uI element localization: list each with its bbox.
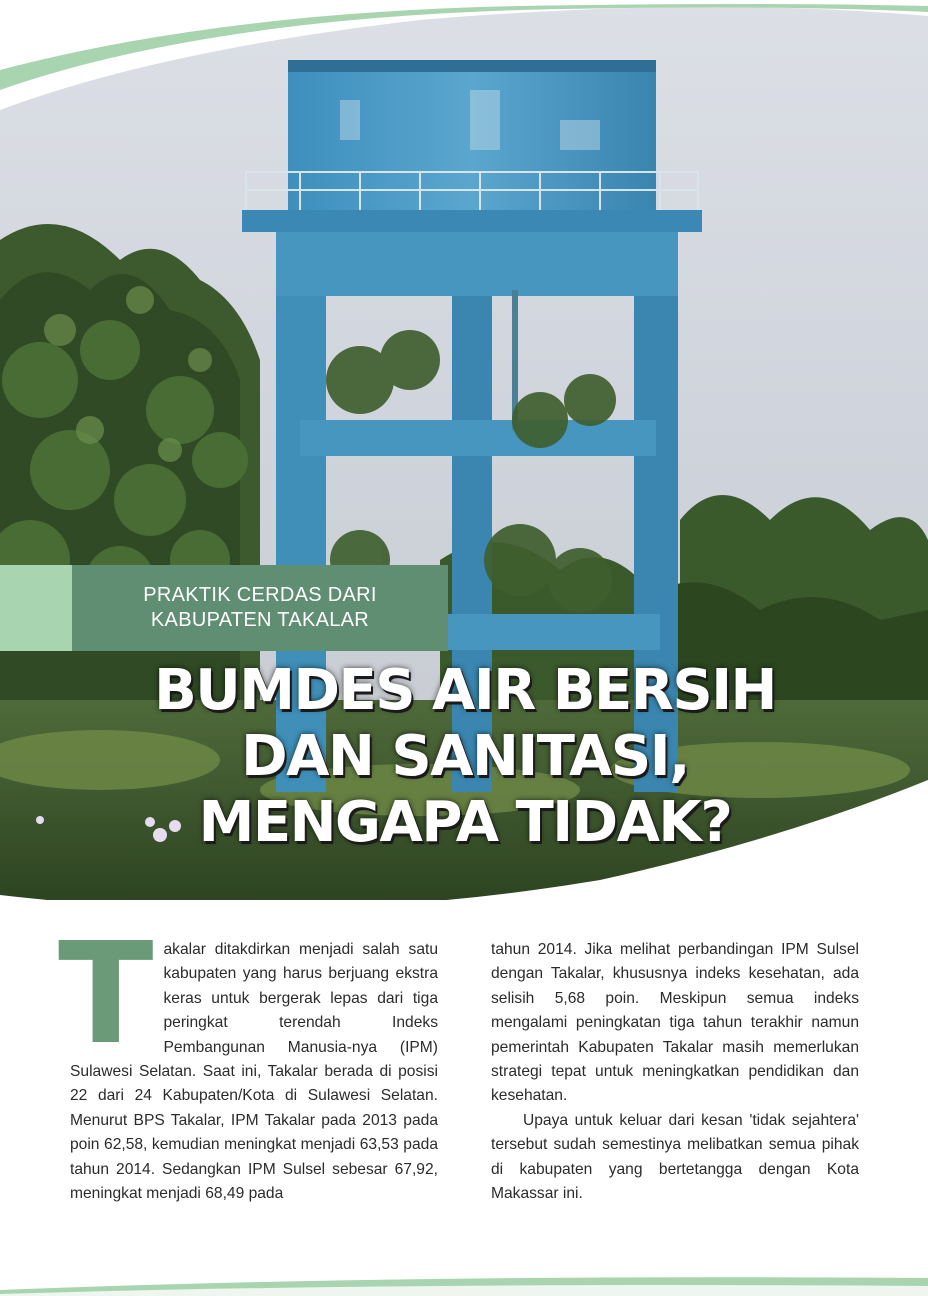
section-kicker: [72, 565, 448, 651]
article-column-left: [58, 913, 438, 1206]
drop-cap: T: [58, 913, 154, 1076]
title-line-1: BUMDES AIR BERSIH: [154, 658, 776, 723]
bottom-wave-decoration: [0, 1266, 928, 1296]
kicker-line-1: PRAKTIK CERDAS DARI: [143, 584, 377, 606]
kicker-line-2: KABUPATEN TAKALAR: [150, 609, 370, 631]
page-title: [100, 658, 830, 856]
title-line-2: DAN SANITASI,: [241, 724, 689, 789]
title-line-3: MENGAPA TIDAK?: [198, 790, 732, 855]
article-paragraph-3: Upaya untuk keluar dari kesan 'tidak sejahtera' tersebut sudah semestinya melibatkan semua pihak di kabupaten yang bertetangga dengan Kota Makassar ini.: [491, 1111, 859, 1203]
article-column-right: [491, 938, 859, 1206]
kicker-accent-strip: [0, 565, 72, 651]
article-paragraph-1: akalar ditakdirkan menjadi salah satu kabupaten yang harus berjuang ekstra keras untuk bergerak lepas dari tiga peringkat terendah Indeks Pembangunan Manusia-nya (IPM) Sulawesi Selatan. Saat ini, Takalar berada di posisi 22 dari 24 Kabupaten/Kota di Sulawesi Selatan. Menurut BPS Takalar, IPM Takalar pada 2013 pada poin 62,58, kemudian meningkat menjadi 63,53 pada tahun 2014. Sedangkan IPM Sulsel sebesar 67,92, meningkat menjadi 68,49 pada: [70, 941, 438, 1203]
article-paragraph-2: tahun 2014. Jika melihat perbandingan IPM Sulsel dengan Takalar, khususnya indeks kesehatan, ada selisih 5,68 poin. Meskipun semua indeks mengalami peningkatan tiga tahun terakhir namun pemerintah Kabupaten Takalar masih memerlukan strategi tepat untuk meningkatkan pendidikan dan kesehatan.: [491, 941, 859, 1105]
